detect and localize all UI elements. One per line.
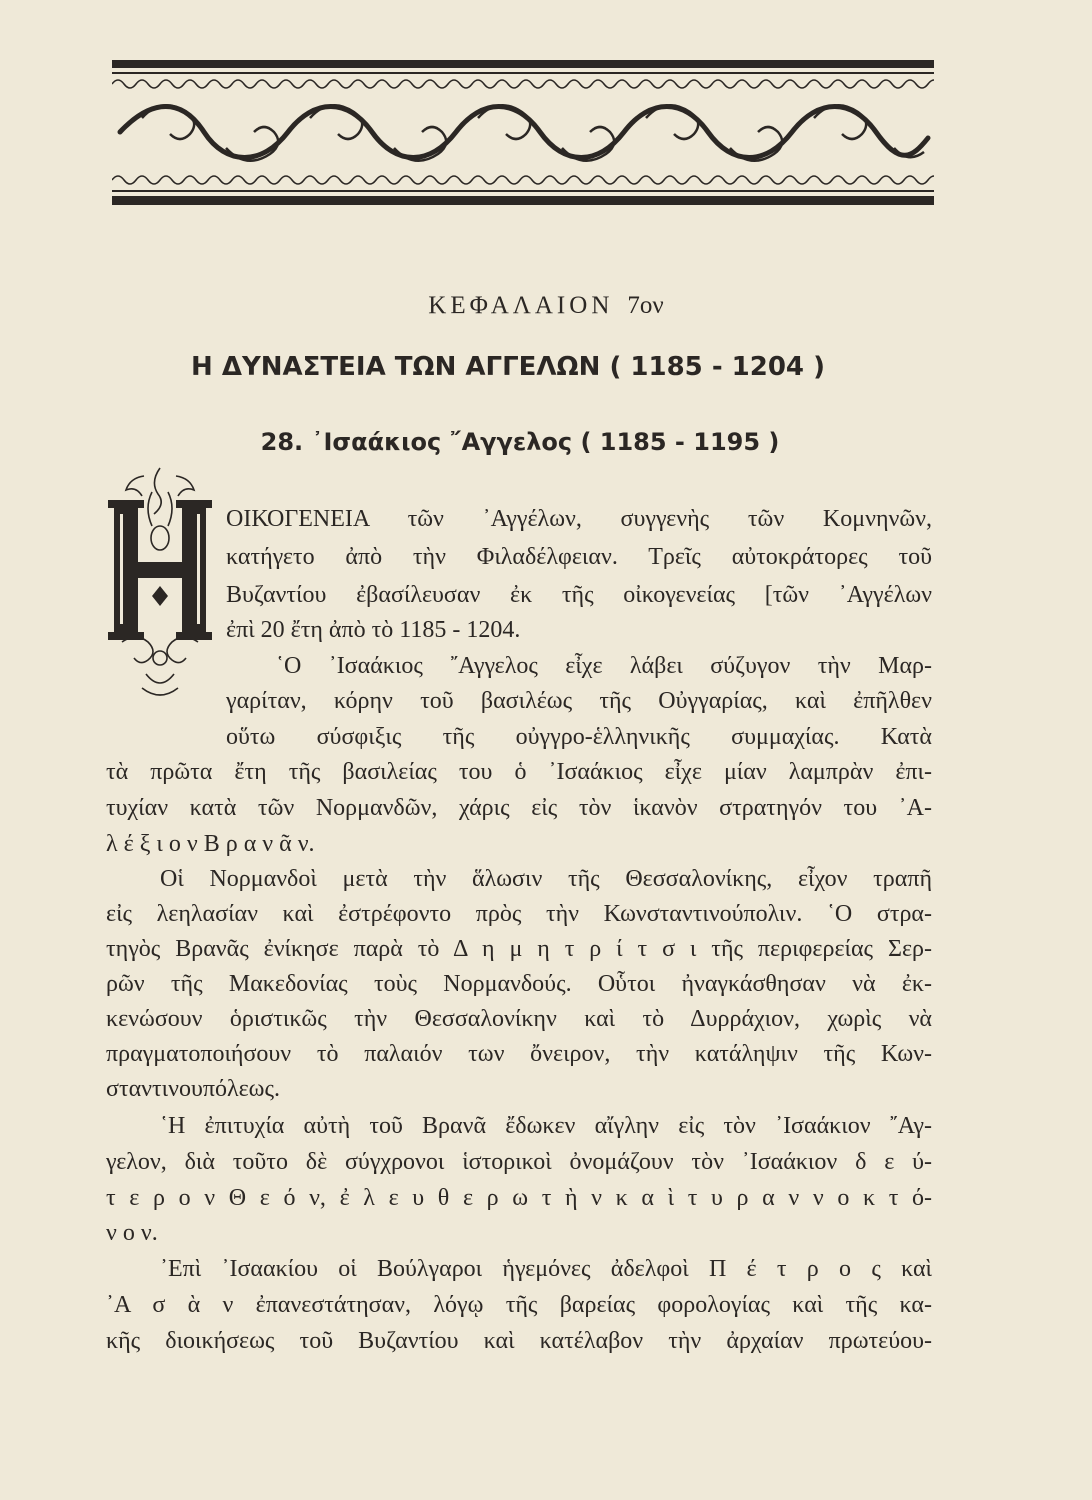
body-line: τυχίαν κατὰ τῶν Νορμανδῶν, χάρις εἰς τὸν ἱκανὸν στρατηγόν του ᾿Α- (106, 795, 932, 821)
body-line: τηγὸς Βρανᾶς ἐνίκησε παρὰ τὸ Δ η μ η τ ρ ί τ σ ι τῆς περιφερείας Σερ- (106, 936, 932, 962)
ornamental-header-band (112, 58, 934, 208)
chapter-label (0, 292, 1092, 320)
body-line: ᾿Α σ ὰ ν ἐπανεστάτησαν, λόγῳ τῆς βαρείας φορολογίας καὶ τῆς κα- (106, 1292, 932, 1318)
body-line: σταντινουπόλεως. (106, 1076, 280, 1102)
body-line: γελον, διὰ τοῦτο δὲ σύγχρονοι ἱστορικοὶ ὀνομάζουν τὸν ᾿Ισαάκιον δ ε ύ- (106, 1149, 932, 1175)
body-line: ῾Ο ᾿Ισαάκιος ῎Αγγελος εἶχε λάβει σύζυγον τὴν Μαρ- (276, 653, 932, 679)
body-line: ἐπὶ 20 ἔτη ἀπὸ τὸ 1185 - 1204. (226, 617, 521, 643)
body-line: ρῶν τῆς Μακεδονίας τοὺς Νορμανδούς. Οὗτοι ἠναγκάσθησαν νὰ ἐκ- (106, 971, 932, 997)
section-title: 28. ᾿Ισαάκιος ῎Αγγελος ( 1185 - 1195 ) (260, 428, 780, 456)
body-line: γαρίταν, κόρην τοῦ βασιλέως τῆς Οὐγγαρίας, καὶ ἐπῆλθεν (226, 688, 932, 714)
body-line: ῾Η ἐπιτυχία αὐτὴ τοῦ Βρανᾶ ἔδωκεν αἴγλην εἰς τὸν ᾿Ισαάκιον ῎Αγ- (160, 1113, 932, 1139)
chapter-title: Η ΔΥΝΑΣΤΕΙΑ ΤΩΝ ΑΓΓΕΛΩΝ ( 1185 - 1204 ) (191, 352, 825, 382)
body-line: πραγματοποιήσουν τὸ παλαιόν των ὄνειρον, τὴν κατάληψιν τῆς Κων- (106, 1041, 932, 1067)
body-line: οὕτω σύσφιξις τῆς οὐγγρο-ἑλληνικῆς συμμαχίας. Κατὰ (226, 724, 932, 750)
body-line: τ ε ρ ο ν Θ ε ό ν, ἐ λ ε υ θ ε ρ ω τ ὴ ν κ α ὶ τ υ ρ α ν ν ο κ τ ό- (106, 1185, 932, 1211)
chapter-label-text: ΚΕΦΑΛΑΙΟΝ (428, 292, 614, 319)
body-line: κῆς διοικήσεως τοῦ Βυζαντίου καὶ κατέλαβον τὴν ἀρχαίαν πρωτεύου- (106, 1328, 932, 1354)
body-line: κενώσουν ὁριστικῶς τὴν Θεσσαλονίκην καὶ τὸ Δυρράχιον, χωρὶς νὰ (106, 1006, 932, 1032)
chapter-number: 7ον (627, 292, 664, 319)
body-line: Βυζαντίου ἐβασίλευσαν ἐκ τῆς οἰκογενείας [τῶν ᾿Αγγέλων (226, 582, 932, 608)
body-line: Οἱ Νορμανδοὶ μετὰ τὴν ἅλωσιν τῆς Θεσσαλονίκης, εἶχον τραπῆ (160, 866, 932, 892)
body-line: ν ο ν. (106, 1220, 158, 1246)
body-line: κατήγετο ἀπὸ τὴν Φιλαδέλφειαν. Τρεῖς αὐτοκράτορες τοῦ (226, 544, 932, 570)
body-line: τὰ πρῶτα ἔτη τῆς βασιλείας του ὁ ᾿Ισαάκιος εἶχε μίαν λαμπρὰν ἐπι- (106, 759, 932, 785)
body-line: ΟΙΚΟΓΕΝΕΙΑ τῶν ᾿Αγγέλων, συγγενὴς τῶν Κομνηνῶν, (226, 506, 932, 532)
decorated-initial-letter (104, 462, 216, 702)
body-line: εἰς λεηλασίαν καὶ ἐστρέφοντο πρὸς τὴν Κωνσταντινούπολιν. ῾Ο στρα- (106, 901, 932, 927)
body-line: ᾿Επὶ ᾿Ισαακίου οἱ Βούλγαροι ἡγεμόνες ἀδελφοὶ Π έ τ ρ ο ς καὶ (160, 1256, 932, 1282)
body-line: λ έ ξ ι ο ν Β ρ α ν ᾶ ν. (106, 831, 315, 857)
